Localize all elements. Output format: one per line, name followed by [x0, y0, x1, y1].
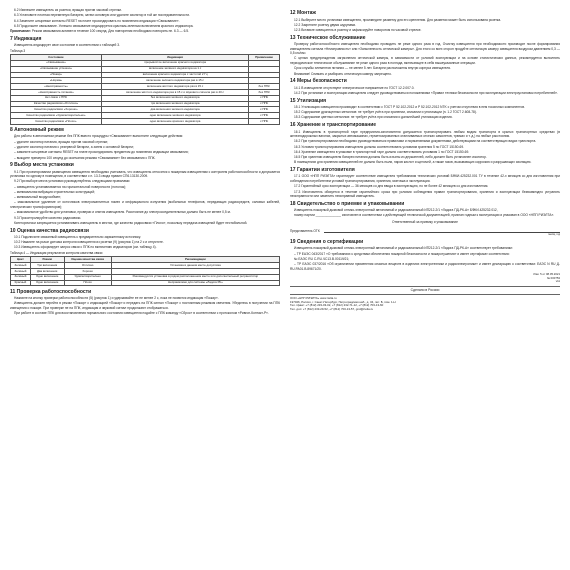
table-cell: с ППК	[249, 113, 280, 119]
table-cell: с ППК	[249, 107, 280, 113]
table-cell: Удовлетворительно	[64, 274, 111, 280]
table-row	[11, 119, 280, 125]
paragraph: 15.1 Утилизацию извещателя производят в соответствии с ГОСТ Р 52.102-2012 и Р 52.102-2012 NTK с учетом отсутствия в нем токсичных компонентов.	[294, 104, 525, 109]
version-info	[290, 273, 560, 284]
table-cell: Установка в данном месте допустима	[111, 263, 279, 269]
paragraph: 12.1 Выберите место установки извещателя, произведите разметку для его крепления. Для разметки может быть использована розетка.	[294, 17, 502, 22]
paragraph: – максимальное удаление от источников электромагнитных помех и инфракрасного излучения (мобильных телефонов, передающих радиосредств, силовых кабелей, электрических трансформаторов);	[10, 200, 280, 209]
table-cell: с ППК	[249, 95, 280, 101]
table-cell: Одно включение	[30, 274, 64, 280]
manufacturer-contacts	[290, 297, 560, 313]
text-line: 197046, Россия, г. Санкт-Петербург, Петроградская наб., д. 34, лит. Б, пом. 1-Н	[290, 299, 396, 304]
column-header: Состояние	[11, 55, 102, 61]
table-cell: без включения зелёного индикатора	[101, 95, 248, 101]
paragraph: Внимание! Снимать и разбирать оптическую камеру запрещено.	[294, 71, 392, 76]
date-hint-row	[290, 233, 560, 236]
paragraph: № ЕАЭС RU C-RU.ЧС13.В.00119/21;	[294, 256, 350, 261]
column-header: Оценка качества связи	[64, 257, 111, 263]
paragraph: 15.3 Содержание цветных металлов: не требует учёта при списании и дальнейшей утилизации изделия.	[294, 115, 453, 120]
paragraph: 6.4 Замените штыревые контакты RESET на плате прозондировать по появлению индикации «Связывание».	[14, 18, 180, 23]
table-cell: «Норма»	[11, 78, 102, 84]
table-cell: Отлично	[64, 263, 111, 269]
paragraph: Извещатель должен перейти в режим «Пожар» с индикацией «Пожар» и передать на ППК сигнал «Пожар» с постоянным режимом свечения. Убедитесь в получении на ППК извещения о пожаре. При проверке не на ППК, индикация и звуковой сигнал продолжают отображаться.	[10, 301, 280, 310]
note-label: Примечание:	[10, 29, 31, 34]
table-cell: Нет связи с ППК	[11, 95, 102, 101]
table-cell: Хорошо	[64, 268, 111, 274]
section-11-title: 11 Проверка работоспособности	[10, 288, 92, 295]
paragraph: – удалите изолятор питания, вращая против часовой стрелки;	[14, 139, 109, 144]
section-11-body	[10, 296, 280, 316]
paragraph: Нажмите на кнопку проверки работоспособности (5) (рисунок 1) и удерживайте ее не менее 2 с, пока не появится индикация «Пожар».	[14, 295, 219, 300]
paragraph: 15.2 Содержание драгоценных металлов: не требует учёта при хранении, списании и утилизации (п. 1.2 ГОСТ 2.608-78).	[294, 110, 477, 115]
table-cell: Одно включение	[30, 280, 64, 286]
paragraph: – выждите примерно 100 секунд до окончания режима «Связывание» без связывания с ППК.	[14, 155, 156, 160]
section-9-body	[10, 170, 280, 226]
signal-quality-table	[10, 256, 280, 286]
paragraph: 9.1 При проектировании размещения извещателя необходимо учитывать, что извещатель относится к пожарным извещателям с контролем работоспособности и допускается установка по одному в помещении, в соответствии с п. 13.3 свода правил СП6.13130.2009.	[10, 169, 280, 179]
table-cell: Качество радиосвязи «Плохо»	[11, 119, 102, 125]
section-14-title: 14 Меры безопасности	[290, 78, 347, 85]
table-cell: «Неисправность»	[11, 84, 102, 90]
paragraph: 16.4 Хранение извещателя в упаковке в транспортной таре должно соответствовать условиям 1 по ГОСТ 15150-69.	[294, 149, 470, 154]
paragraph: – замкните штыревые контакты RESET на плате прозондировать предметом до появления индикации связывания;	[14, 150, 189, 155]
paragraph: – максимальное удобство для установки, проверки и снятия извещателя. Расстояние до электросоединительных должно быть не менее 0,5 м.	[14, 210, 231, 215]
note-paragraph	[10, 29, 280, 33]
paragraph: 10.1 Подключите связанный извещатель к предварительно заряженному источнику.	[14, 234, 141, 239]
section-15-title: 15 Утилизация	[290, 97, 327, 104]
text-line: Тел. доп: +7 (812) 233-29-52, +7 (812) 703-13-57, gnd@rielta.ru	[290, 307, 374, 312]
paragraph: 9.3 Проконтролируйте качество радиосвязи.	[14, 215, 82, 220]
paragraph: – ТР ЕАЭС 037/2016 «Об ограничении применения опасных веществ в изделиях электротехники и радиоэлектроники» и имеет декларацию о соответствии: ЕАЭС N RU Д-RU.РА01.В.89671/20.	[290, 262, 560, 271]
table-cell: Зелёный	[11, 274, 31, 280]
signature-label: Представитель ОТК	[290, 228, 320, 233]
table-cell: включение зелёного индикатора раз в 15 с	[101, 78, 248, 84]
paragraph: В помещениях для хранения извещателей не должно быть пыли, паров кислот и щелочей, а также газов, вызывающих коррозию и разрушающих изоляцию.	[294, 160, 532, 165]
table-cell: без ППК	[249, 89, 280, 95]
table-cell: Неприемлемо для системы «Ладога РК»	[111, 280, 279, 286]
paragraph: 16.3 Условия транспортирования извещателя должны соответствовать условиям хранения 5 по ГОСТ 15150-69.	[294, 144, 465, 149]
section-13-title: 13 Техническое обслуживание	[290, 35, 366, 42]
table-cell: включение жёлтого индикатора раз в 15 с и звукового сигнала раз в 40 с	[101, 89, 248, 95]
paragraph: 17.3 Изготовитель обязуется в течение гарантийного срока при условии соблюдения правил транспортирования, хранения и эксплуатации безвозмездно устранять неисправности или заменить неисправный извещатель.	[290, 189, 560, 199]
table-row	[11, 280, 280, 286]
text-line: ООО «НПП РИЭЛТА» www.rielta.ru	[290, 295, 337, 300]
indication-table	[10, 54, 280, 125]
text-line: Тел. /факс: +7 (812) 233-03-02, +7 (812) 232-71-12, +7 (812) 703-13-60	[290, 303, 384, 308]
table-cell: одно включение зелёного индикатора	[101, 113, 248, 119]
table-body	[11, 263, 280, 286]
section-16-title: 16 Хранение и транспортирование	[290, 122, 377, 129]
left-column	[10, 8, 280, 564]
table-3-caption: Таблица 3	[10, 48, 26, 53]
paragraph: 16.2 При транспортировании необходимо руководствоваться правилами и нормативными документами, действующими на соответствующих видах транспорта.	[294, 139, 537, 144]
paragraph: 10.2 Нажмите на рычаг датчика контроля извещателя из розетки (9) (рисунок 1) на 2 с и отпустите.	[14, 240, 164, 245]
section-7-title: 7 Индикация	[10, 36, 42, 42]
section-17-title: 17 Гарантии изготовителя	[290, 167, 355, 174]
paragraph: 10.3 Извещатель сформирует запрос связи с ППК по включению индикаторов (см. таблицу 4).	[14, 245, 157, 250]
paragraph: 14.2 При установке и эксплуатации извещателя следует руководствоваться положениями «Правил техники безопасности при эксплуатации электроустановок потребителей».	[294, 90, 559, 95]
top-paragraphs	[10, 8, 280, 28]
table-cell: «Связывание успешно»	[11, 66, 102, 72]
column-header: Цвет	[11, 257, 31, 263]
paragraph: 14.1 В извещателе отсутствуют электрическое напряжение по ГОСТ 12.2.007.0.	[294, 85, 415, 90]
note-text: Режим связывания активен в течение 100 секунд. Для повторения необходимо повторить пп. 6.3 — 6.5.	[31, 29, 189, 34]
table-cell: Качество радиосвязи «Отлично»	[11, 101, 102, 107]
paragraph: – минимальная вибрация строительных конструкций;	[14, 189, 95, 194]
text-line: Изм. 5 от 08.05.2021	[533, 272, 560, 277]
table-cell: Качество радиосвязи «Удовлетворительно»	[11, 113, 102, 119]
paragraph: С целью предупреждения загрязнения оптической камеры, в зависимости от условий эксплуатации и на основе статистических данных, рекомендуется выполнять периодическое техническое обслуживание не реже одного раза в полгода, включающее в себя вышеуказанные операции.	[290, 56, 560, 65]
table-cell: Рекомендуется установка в рядом расположенном месте или дополнительный ретранслятор	[111, 274, 279, 280]
paragraph: – извещатель устанавливается на горизонтальной поверхности (потолок);	[14, 184, 127, 189]
table-cell: Зелёный	[11, 268, 31, 274]
table-cell: Плохо	[64, 280, 111, 286]
section-14-body	[290, 86, 560, 96]
right-column	[290, 8, 560, 564]
column-header: Рекомендации	[111, 257, 279, 263]
section-19-title: 19 Сведения о сертификации	[290, 239, 364, 246]
section-18-body	[290, 208, 560, 218]
table-cell: Красный	[11, 280, 31, 286]
section-8-title: 8 Автономный режим	[10, 127, 64, 134]
paragraph: – ТР ЕАЭС 043/2017 «О требованиях к средствам обеспечения пожарной безопасности и пожаротушения» и имеет сертификат соответствия:	[294, 251, 510, 256]
section-12-title: 12 Монтаж	[290, 10, 316, 17]
column-header: Индикация	[101, 55, 248, 61]
section-10-title: 10 Оценка качества радиосвязи	[10, 227, 89, 234]
table-body	[11, 60, 280, 124]
table-cell: включение красного индикатора с частотой 2 Гц	[101, 72, 248, 78]
section-9-title: 9 Выбор места установки	[10, 162, 74, 169]
paragraph: 12.3 Вставьте извещатель в розетку и зафиксируйте поворотом по часовой стрелке.	[294, 28, 422, 33]
table-cell: с ППК	[249, 119, 280, 125]
paragraph: Категорически запрещается устанавливать извещатель в местах, где качество радиосвязи «Плохо», поскольку передача извещений будет нестабильной.	[14, 220, 248, 225]
section-15-body	[290, 105, 560, 120]
table-cell: два включения зелёного индикатора	[101, 107, 248, 113]
paragraph: номер партии ______________ изготовлен в соответствии с действующей технической документацией, признан годным к эксплуатации и упакован в ООО «НПП РИЭЛТА».	[294, 213, 555, 218]
signature-block	[290, 227, 560, 233]
paragraph: Извещатель пожарный дымовой оптико-электронный автономный и радиоканальный ИП212-2/1 «Ладога ПД-РК-А» БФКИ.425232.012,	[294, 208, 498, 213]
acceptance-intro: Ответственный за приемку и упаковывание	[392, 219, 458, 224]
section-7-intro: Извещатель индицирует свое состояние в соответствии с таблицей 3.	[14, 43, 120, 48]
paragraph: 6.5 Продолжите связывание. Успешно связывание индицируется красным-зеленым включением красного индикатора.	[14, 23, 194, 28]
section-16-body	[290, 130, 560, 165]
paragraph: 16.1 Извещатель в транспортной таре предприятия-изготовителя допускается транспортировать любым видом транспорта в крытых транспортных средствах (в железнодорожных вагонах, закрытых автомашинах, герметизированных отапливаемых отсеках самолетов, трюмах и т. д.) на любые расстояния.	[290, 129, 560, 139]
paragraph: Проверку работоспособности извещателя необходимо проводить не реже одного раза в год. Очистку извещателя при необходимости производят после формирования извещателем сигнала «Неисправность» или «Запыленность оптической камеры». Для этого со всех сторон продуйте оптическую камеру извещателя воздухом давлением 0,3 — 0,5 кгс/см².	[290, 42, 560, 56]
table-cell: прерывистое включение красного индикатора	[101, 60, 248, 66]
paragraph: Извещатель пожарный дымовой оптико-электронный автономный и радиоканальный ИП212-2/1 «Ладога ПД-РК-А» соответствует требованиям:	[294, 246, 513, 251]
paragraph: Для работы в автономном режиме без ППК вместо процедуры «Связывание» выполните следующие действия:	[14, 134, 184, 139]
text-line: № 000753	[546, 275, 560, 280]
table-cell: «Связывание»	[11, 60, 102, 66]
table-cell: включение жёлтого индикатора раз в 15 с	[101, 84, 248, 90]
paragraph: При работе в составе ППК для восстановления нормального состояния извещателя подайте с ППК команду «Сброс» в соответствии с протоколом «Ривгоп-Контакт-Р».	[14, 311, 269, 316]
table-cell: Три включения	[30, 263, 64, 269]
table-cell: включение зелёного индикатора на 1 с	[101, 66, 248, 72]
column-header: Режим	[30, 257, 64, 263]
paragraph: – удалите изолятор питания с резервной батареи, а затем с основной батареи;	[14, 144, 134, 149]
paragraph: 6.2 Извлеките извещатель из розетки, вращая против часовой стрелки.	[14, 8, 122, 12]
table-cell: Качество радиосвязи «Хорошо»	[11, 107, 102, 113]
paragraph: Срок службы элементов питания — не менее 5 лет. Батареи расположены внутри корпуса извещателя.	[294, 66, 451, 71]
text-line: v11	[555, 279, 560, 284]
table-cell: три включения зелёного индикатора	[101, 101, 248, 107]
date-hint: месяц, год	[548, 233, 560, 237]
section-10-body	[10, 235, 280, 250]
table-cell: одно включение красного индикатора	[101, 119, 248, 125]
paragraph: – минимальный воздухообмен;	[14, 195, 61, 200]
paragraph: 9.2 При выборе места установки руководствуйтесь следующими правилами:	[14, 179, 131, 184]
paragraph: 16.5 При хранении извещателя батареи питания должны быть изъяты из держателей, либо должен быть установлен изолятор.	[294, 155, 487, 160]
section-13-body	[290, 42, 560, 76]
made-in-russia: Сделано в России	[290, 286, 560, 295]
section-19-body	[290, 246, 560, 271]
paragraph: 17.1 ООО «НПП РИЭЛТА» гарантирует соответствие извещателя требованиям технических условий БФКИ.425232.001 ТУ в течение 42-х месяцев со дня изготовления при соблюдении потребителем условий транспортирования, хранения, монтажа и эксплуатации.	[290, 174, 560, 183]
section-8-body	[10, 134, 280, 160]
paragraph: 17.2 Гарантийный срок эксплуатации — 36 месяцев со дня ввода в эксплуатацию, но не более 42 месяцев со дня изготовления.	[294, 184, 489, 189]
table-cell: с ППК	[249, 101, 280, 107]
column-header: Примечание	[249, 55, 280, 61]
section-12-body	[290, 18, 560, 33]
section-18-title: 18 Свидетельство о приемке и упаковывании	[290, 200, 405, 207]
table-cell: «Пожар»	[11, 72, 102, 78]
signature-line	[324, 227, 560, 233]
table-cell: Два включения	[30, 268, 64, 274]
paragraph: 12.2 Закрепите розетку двумя шурупами.	[294, 22, 357, 27]
table-cell: без ППК	[249, 84, 280, 90]
table-cell: «Неисправность питания»	[11, 89, 102, 95]
paragraph: 6.3 Установите плотная переменную батарею, затем основную или удалите изолятор в той же последовательности.	[14, 13, 190, 18]
table-cell: Зелёный	[11, 263, 31, 269]
table-4-caption: Таблица 4 — Индикация результатов контроля качества связи	[10, 250, 103, 255]
section-17-body	[290, 174, 560, 198]
